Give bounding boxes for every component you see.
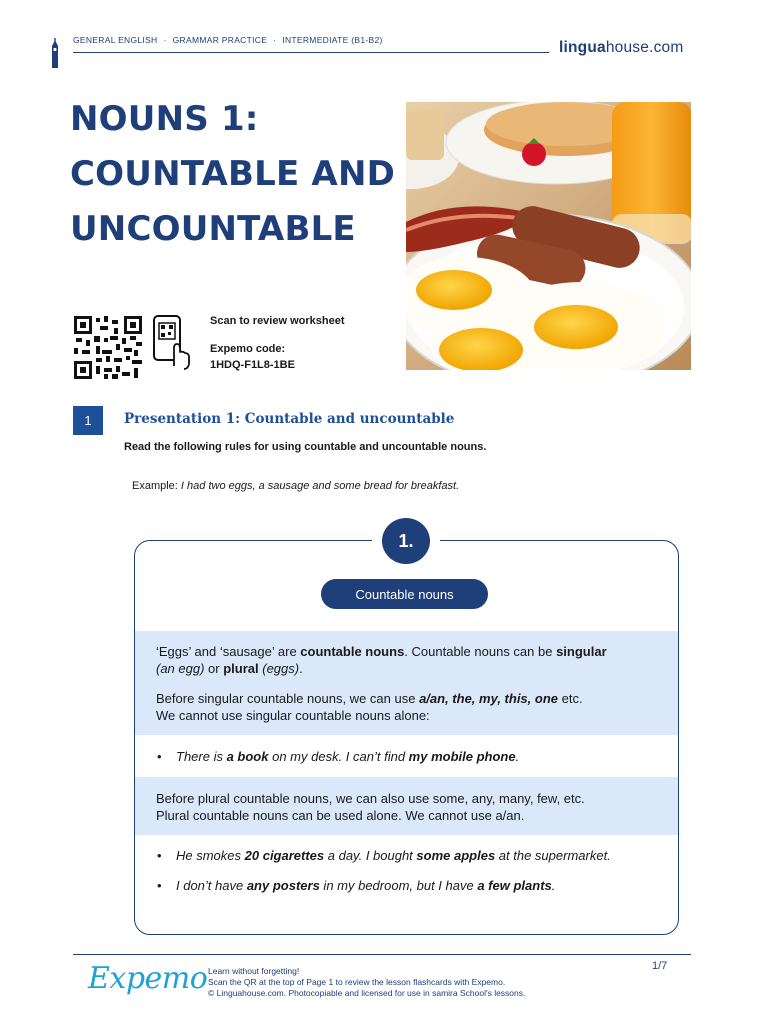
phone-scan-icon (152, 314, 192, 370)
footer-tagline: Learn without forgetting! (208, 966, 300, 976)
footer-text (208, 966, 525, 999)
example-label: Example: (132, 480, 178, 492)
scan-info (210, 313, 345, 385)
brand-logo[interactable] (559, 39, 683, 57)
breadcrumb-level[interactable]: GENERAL ENGLISH (73, 35, 158, 45)
page-number: 1/7 (652, 960, 668, 972)
footer-divider (73, 954, 691, 955)
header-divider (73, 52, 549, 53)
title-line: UNCOUNTABLE (70, 209, 356, 249)
expemo-code: 1HDQ-F1L8-1BE (210, 359, 295, 371)
footer-instruction: Scan the QR at the top of Page 1 to review the lesson flashcards with Expemo. (208, 977, 506, 987)
example-bullet: • There is a book on my desk. I can’t find my mobile phone. (157, 749, 520, 764)
footer-copyright: © Linguahouse.com. Photocopiable and licensed for use in samira School's lessons. (208, 988, 526, 998)
example-sentence: I had two eggs, a sausage and some bread for breakfast. (180, 480, 460, 492)
rule-heading-pill: Countable nouns (321, 579, 488, 609)
example (132, 480, 459, 492)
section-number: 1 (73, 406, 103, 435)
big-ben-icon (50, 38, 60, 68)
example-bullet: • I don’t have any posters in my bedroom, but I have a few plants. (157, 878, 556, 893)
breakfast-photo (406, 102, 691, 370)
breadcrumb: GENERAL ENGLISH · GRAMMAR PRACTICE · INTERMEDIATE (B1-B2) (73, 35, 383, 45)
scan-review-label: Scan to review worksheet (210, 315, 345, 327)
rule-paragraph: Before singular countable nouns, we can use a/an, the, my, this, one etc. We cannot use singular countable nouns alone: (156, 691, 583, 723)
rule-paragraph: Before plural countable nouns, we can also use some, any, many, few, etc. Plural countable nouns can be used alone. We cannot use a/an. (156, 791, 585, 823)
breadcrumb-level[interactable]: GRAMMAR PRACTICE (172, 35, 268, 45)
rule-paragraph: ‘Eggs’ and ‘sausage’ are countable nouns. Countable nouns can be singular (an egg) or plural (eggs). (156, 644, 607, 676)
section-title: Presentation 1: Countable and uncountable (124, 411, 455, 427)
breadcrumb-level[interactable]: INTERMEDIATE (B1-B2) (282, 35, 383, 45)
brand-bold: lingua (559, 39, 606, 56)
rule-number-badge: 1. (382, 518, 430, 564)
page-title (70, 92, 400, 257)
example-bullet: • He smokes 20 cigarettes a day. I bought some apples at the supermarket. (157, 848, 611, 863)
instruction: Read the following rules for using countable and uncountable nouns. (124, 441, 487, 453)
expemo-code-label: Expemo code: (210, 343, 286, 355)
title-line: COUNTABLE AND (70, 154, 396, 194)
title-line: NOUNS 1: (70, 99, 259, 139)
expemo-logo[interactable]: Expemo (88, 961, 208, 996)
brand-rest: house.com (605, 39, 684, 56)
qr-code[interactable] (74, 316, 142, 379)
